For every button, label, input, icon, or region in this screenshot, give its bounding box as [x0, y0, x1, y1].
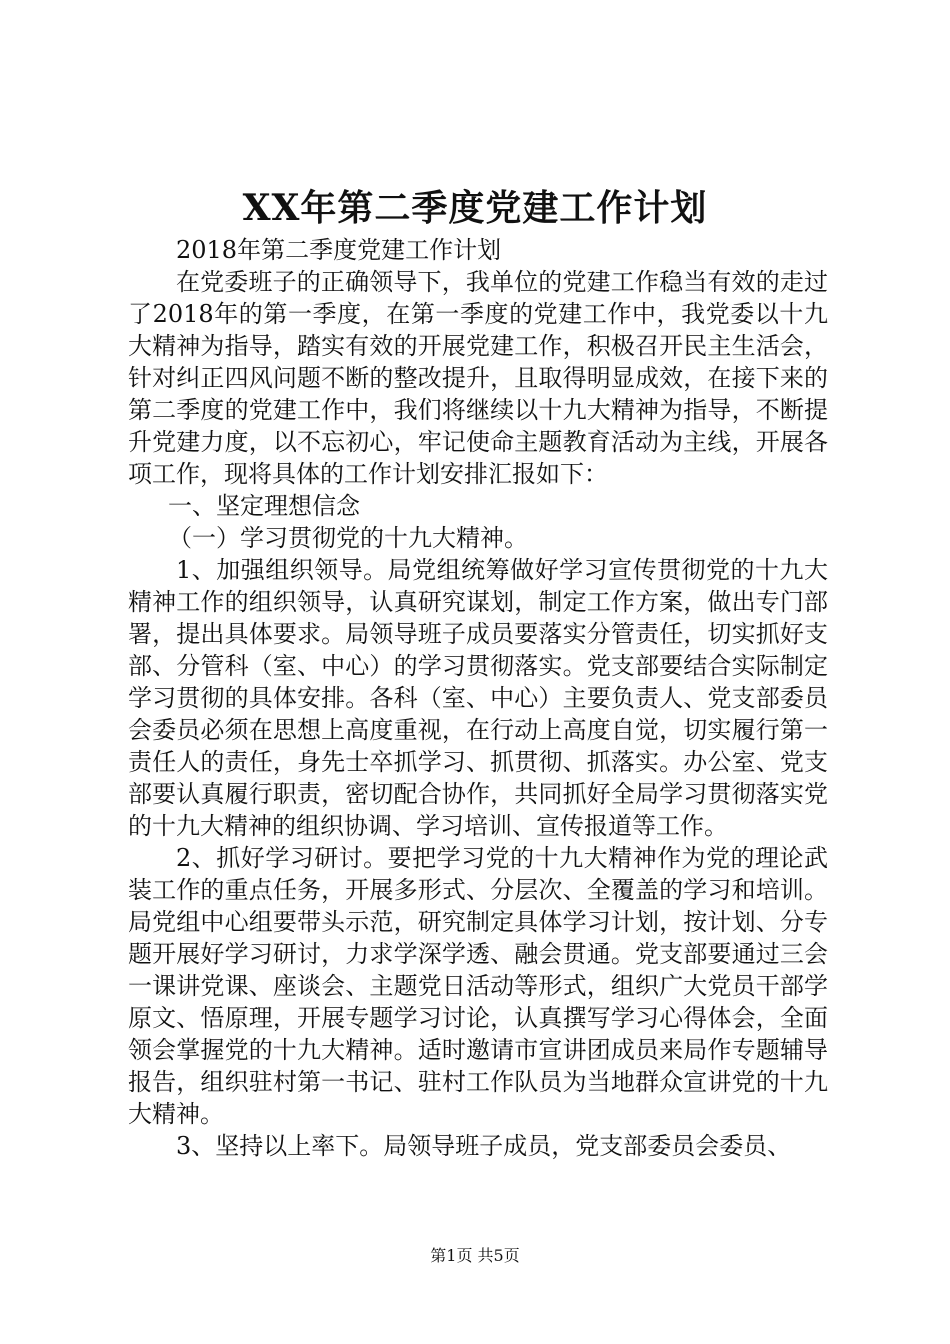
subsection-heading: （一）学习贯彻党的十九大精神。 — [168, 524, 528, 552]
document-subtitle: 2018年第二季度党建工作计划 — [176, 236, 502, 264]
document-body — [128, 234, 828, 1162]
body-paragraph: 2、抓好学习研讨。要把学习党的十九大精神作为党的理论武装工作的重点任务，开展多形式、分层次、全覆盖的学习和培训。局党组中心组要带头示范，研究制定具体学习计划，按计划、分专题开展好学习研讨，力求学深学透、融会贯通。党支部要通过三会一课讲党课、座谈会、主题党日活动等形式，组织广大党员干部学原文、悟原理，开展专题学习讨论，认真撰写学习心得体会，全面领会掌握党的十九大精神。适时邀请市宣讲团成员来局作专题辅导报告，组织驻村第一书记、驻村工作队员为当地群众宣讲党的十九大精神。 — [128, 844, 828, 1128]
body-paragraph: 3、坚持以上率下。局领导班子成员，党支部委员会委员、 — [176, 1132, 792, 1160]
document-title: XX年第二季度党建工作计划 — [242, 187, 708, 229]
body-paragraph: 1、加强组织领导。局党组统筹做好学习宣传贯彻党的十九大精神工作的组织领导，认真研究谋划，制定工作方案，做出专门部署，提出具体要求。局领导班子成员要落实分管责任，切实抓好支部、分管科（室、中心）的学习贯彻落实。党支部要结合实际制定学习贯彻的具体安排。各科（室、中心）主要负责人、党支部委员会委员必须在思想上高度重视，在行动上高度自觉，切实履行第一责任人的责任，身先士卒抓学习、抓贯彻、抓落实。办公室、党支部要认真履行职责，密切配合协作，共同抓好全局学习贯彻落实党的十九大精神的组织协调、学习培训、宣传报道等工作。 — [128, 556, 828, 840]
section-heading: 一、坚定理想信念 — [168, 492, 360, 520]
page-number-footer: 第1页 共5页 — [430, 1246, 520, 1265]
intro-paragraph: 在党委班子的正确领导下，我单位的党建工作稳当有效的走过了2018年的第一季度，在第一季度的党建工作中，我党委以十九大精神为指导，踏实有效的开展党建工作，积极召开民主生活会，针对纠正四风问题不断的整改提升，且取得明显成效，在接下来的第二季度的党建工作中，我们将继续以十九大精神为指导，不断提升党建力度，以不忘初心，牢记使命主题教育活动为主线，开展各项工作，现将具体的工作计划安排汇报如下： — [128, 268, 828, 488]
